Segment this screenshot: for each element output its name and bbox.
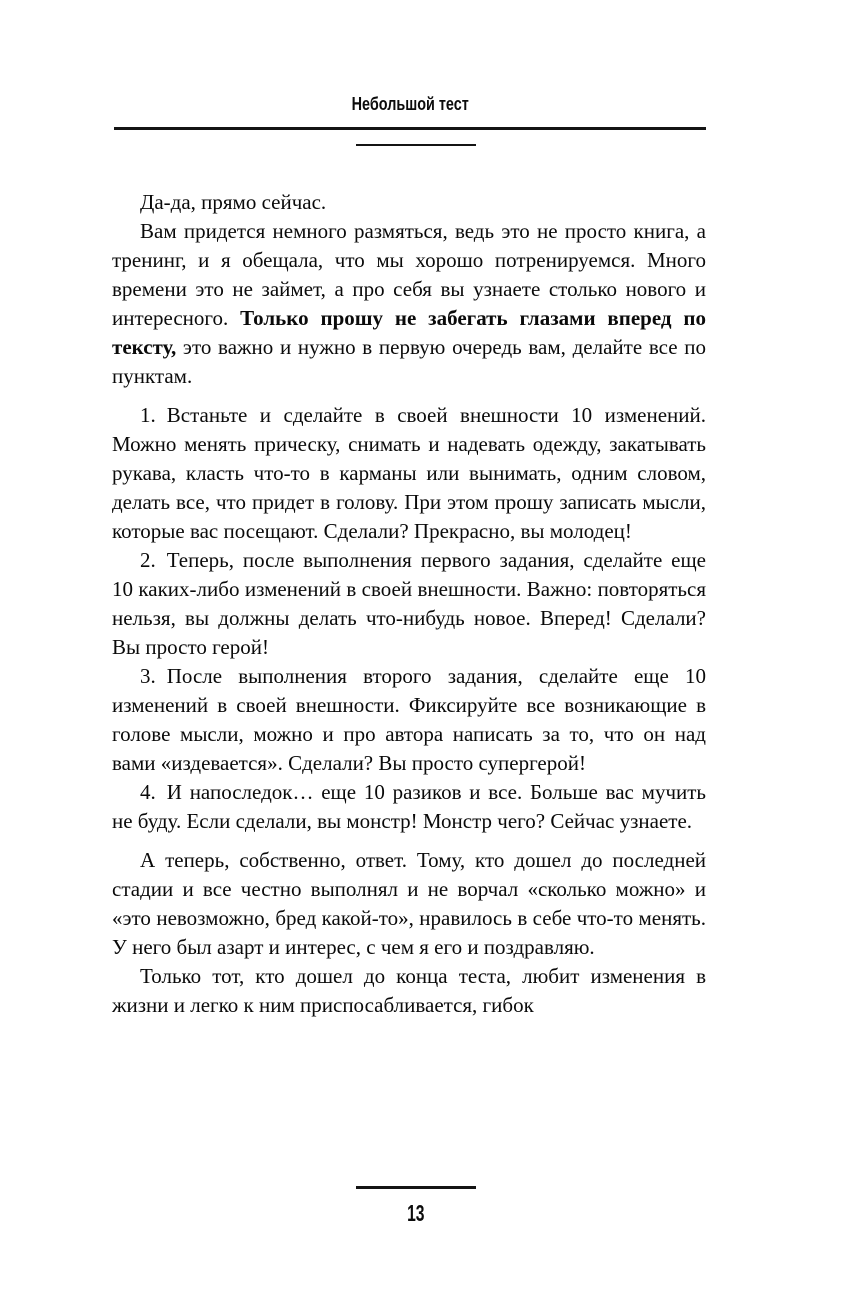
- list-item-3: [112, 662, 706, 778]
- list-item-2: [112, 546, 706, 662]
- list-item-2-text: Теперь, после выполнения первого задания, сделайте еще 10 каких-либо изменений в своей внешности. Важно: повторяться нельзя, вы должны делать что-нибудь новое. Вперед! Сделали? Вы просто герой!: [112, 548, 706, 659]
- list-item-4: [112, 778, 706, 836]
- list-item-2-number: 2.: [140, 548, 156, 572]
- paragraph-intro-1: Да-да, прямо сейчас.: [140, 190, 327, 214]
- page-number-value: 13: [407, 1200, 425, 1226]
- page-number: [356, 1201, 476, 1229]
- list-item-1: [112, 401, 706, 546]
- list-item-1-number: 1.: [140, 403, 156, 427]
- running-header-title: Небольшой тест: [351, 94, 469, 114]
- paragraph-intro-2: [112, 217, 706, 391]
- list-item-3-number: 3.: [140, 664, 156, 688]
- paragraph-answer-1: А теперь, собственно, ответ. Тому, кто дошел до последней стадии и все честно выполнял и не ворчал «сколько можно» и «это невозможно, бред какой-то», нравилось в себе что-то менять. У него был азарт и интерес, с чем я его и поздравляю.: [112, 848, 706, 959]
- list-item-4-number: 4.: [140, 780, 156, 804]
- paragraph-intro-2-regular: Вам придется немного размяться, ведь это не просто книга, а тренинг, и я обещала, что мы хорошо потренируемся. Много времени это не займет, а про себя вы узнаете столько нового и интересного.: [112, 219, 706, 330]
- list-item-3-text: После выполнения второго задания, сделайте еще 10 изменений в своей внешности. Фиксируйте все возникающие в голове мысли, можно и про автора написать за то, что он над вами «издевается». Сделали? Вы просто супергерой!: [112, 664, 706, 775]
- header-rule: [114, 127, 706, 130]
- paragraph-answer-2: Только тот, кто дошел до конца теста, любит изменения в жизни и легко к ним приспосабливается, гибок: [112, 964, 706, 1017]
- paragraph-intro-2-bold: Только прошу не забегать глазами вперед по тексту,: [112, 306, 707, 359]
- list-item-1-text: Встаньте и сделайте в своей внешности 10 изменений. Можно менять прическу, снимать и надевать одежду, закатывать рукава, класть что-то в карманы или вынимать, одним словом, делать все, что придет в голову. При этом прошу записать мысли, которые вас посещают. Сделали? Прекрасно, вы молодец!: [112, 403, 706, 543]
- footer-rule: [356, 1186, 476, 1189]
- body-text: [112, 188, 706, 1020]
- running-header: [114, 95, 706, 115]
- paragraph-intro-2-regular-tail: это важно и нужно в первую очередь вам, делайте все по пунктам.: [112, 335, 706, 388]
- section-divider-rule: [356, 144, 476, 146]
- list-item-4-text: И напоследок… еще 10 разиков и все. Больше вас мучить не буду. Если сделали, вы монстр! Монстр чего? Сейчас узнаете.: [112, 780, 706, 833]
